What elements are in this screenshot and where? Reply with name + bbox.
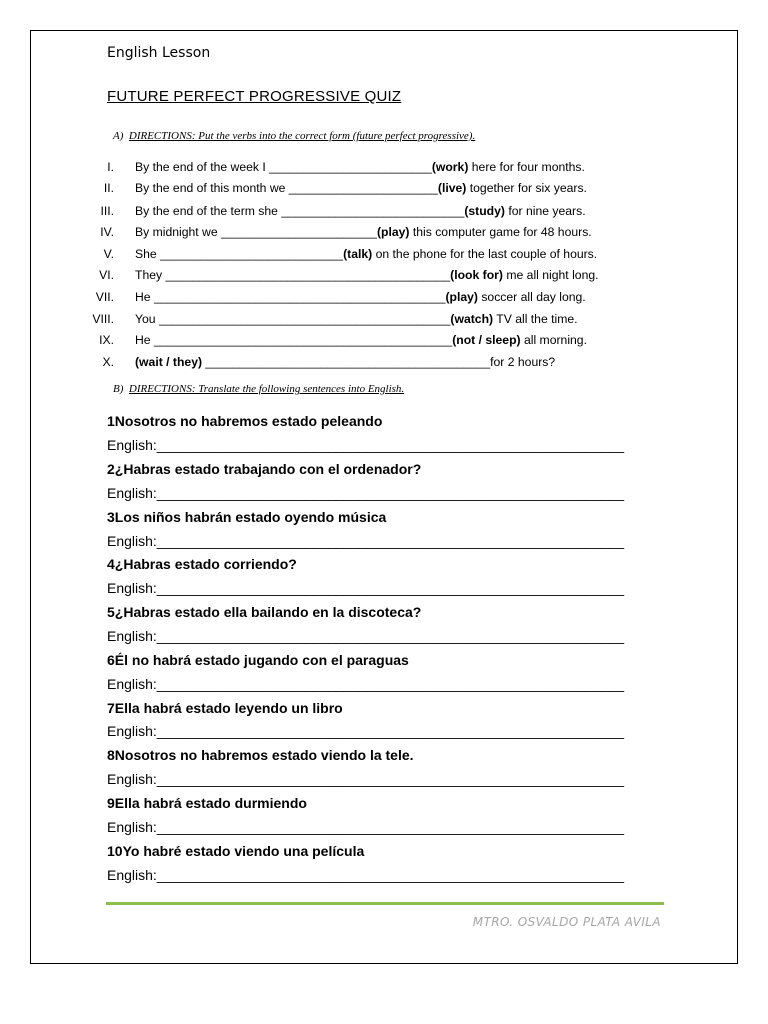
item-verb: (watch) <box>450 312 494 326</box>
item-number: II. <box>103 181 114 195</box>
item-number: VII. <box>95 290 114 304</box>
item-text-before: By the end of the week I ________________________ <box>135 160 432 174</box>
item-number: IX. <box>99 333 114 347</box>
item-text-after: __________________________________________for 2 hours? <box>202 355 556 369</box>
translation-prompt: 10Yo habré estado viendo una película <box>107 843 365 859</box>
item-text <box>135 225 592 239</box>
translation-answer-line[interactable]: English:____________________________________________________________ <box>107 819 624 835</box>
item-text-before: She ___________________________ <box>135 247 344 261</box>
item-text <box>135 355 555 369</box>
item-number: X. <box>102 355 114 369</box>
item-number: V. <box>103 247 114 261</box>
translation-answer-line[interactable]: English:____________________________________________________________ <box>107 533 624 549</box>
translation-prompt: 9Ella habrá estado durmiendo <box>107 795 307 811</box>
item-verb: (play) <box>376 225 410 239</box>
translation-answer-line[interactable]: English:____________________________________________________________ <box>107 628 624 644</box>
translation-answer-line[interactable]: English:____________________________________________________________ <box>107 723 624 739</box>
translation-prompt: 8Nosotros no habremos estado viendo la tele. <box>107 747 414 763</box>
item-number: VIII. <box>92 312 114 326</box>
translation-prompt: 4¿Habras estado corriendo? <box>107 556 297 572</box>
item-number: III. <box>100 204 114 218</box>
item-text <box>135 247 597 261</box>
author-footer: MTRO. OSVALDO PLATA AVILA <box>472 915 661 929</box>
exercise-item <box>0 181 768 201</box>
translation-answer-line[interactable]: English:____________________________________________________________ <box>107 676 624 692</box>
directions-b <box>113 383 404 395</box>
item-text <box>135 181 587 195</box>
exercise-item <box>0 160 768 180</box>
item-verb: (study) <box>464 204 505 218</box>
exercise-item <box>0 268 768 288</box>
translation-prompt: 3Los niños habrán estado oyendo música <box>107 509 387 525</box>
exercise-item <box>0 355 768 375</box>
item-text-after: on the phone for the last couple of hours. <box>372 247 598 261</box>
lesson-header: English Lesson <box>107 45 211 61</box>
item-verb: (work) <box>431 160 469 174</box>
item-number: IV. <box>100 225 114 239</box>
item-text-after: me all night long. <box>502 268 599 282</box>
item-text-before: They __________________________________________ <box>135 268 451 282</box>
item-text <box>135 333 587 347</box>
item-text-before: He ____________________________________________ <box>135 333 453 347</box>
item-text-before: By the end of this month we ______________________ <box>135 181 438 195</box>
item-number: VI. <box>99 268 114 282</box>
item-verb: (wait / they) <box>135 355 203 369</box>
translation-answer-line[interactable]: English:____________________________________________________________ <box>107 437 624 453</box>
section-letter: A) <box>113 130 124 142</box>
exercise-item <box>0 290 768 310</box>
item-text <box>135 204 586 218</box>
directions-text: DIRECTIONS: Put the verbs into the correct form (future perfect progressive). <box>128 130 476 142</box>
item-text-after: together for six years. <box>466 181 587 195</box>
item-text-before: By midnight we _______________________ <box>135 225 377 239</box>
translation-answer-line[interactable]: English:____________________________________________________________ <box>107 771 624 787</box>
translation-answer-line[interactable]: English:____________________________________________________________ <box>107 867 624 883</box>
exercise-item <box>0 333 768 353</box>
item-verb: (not / sleep) <box>452 333 521 347</box>
item-text-after: all morning. <box>520 333 587 347</box>
exercise-item <box>0 247 768 267</box>
item-text-before: He ___________________________________________ <box>135 290 446 304</box>
translation-prompt: 5¿Habras estado ella bailando en la discoteca? <box>107 604 422 620</box>
translation-prompt: 1Nosotros no habremos estado peleando <box>107 413 383 429</box>
item-verb: (play) <box>445 290 478 304</box>
item-text-after: for nine years. <box>504 204 586 218</box>
translation-answer-line[interactable]: English:____________________________________________________________ <box>107 580 624 596</box>
item-text-after: TV all the time. <box>493 312 578 326</box>
translation-answer-line[interactable]: English:____________________________________________________________ <box>107 485 624 501</box>
exercise-item <box>0 312 768 332</box>
item-text-after: here for four months. <box>468 160 585 174</box>
exercise-item <box>0 225 768 245</box>
translation-prompt: 7Ella habrá estado leyendo un libro <box>107 700 343 716</box>
item-verb: (look for) <box>450 268 503 282</box>
quiz-title: FUTURE PERFECT PROGRESSIVE QUIZ <box>107 88 402 105</box>
exercise-item <box>0 204 768 224</box>
item-verb: (talk) <box>343 247 373 261</box>
translation-prompt: 2¿Habras estado trabajando con el ordenador? <box>107 461 422 477</box>
item-text-after: this computer game for 48 hours. <box>409 225 592 239</box>
item-text <box>135 160 585 174</box>
item-verb: (live) <box>437 181 467 195</box>
footer-divider <box>106 902 664 905</box>
directions-a <box>113 130 475 142</box>
item-text-after: soccer all day long. <box>477 290 586 304</box>
item-number: I. <box>107 160 114 174</box>
item-text <box>135 312 578 326</box>
translation-prompt: 6Él no habrá estado jugando con el paraguas <box>107 652 409 668</box>
item-text-before: You ___________________________________________ <box>135 312 451 326</box>
item-text-before: By the end of the term she ___________________________ <box>135 204 465 218</box>
item-text <box>135 268 599 282</box>
section-letter: B) <box>113 383 124 395</box>
directions-text: DIRECTIONS: Translate the following sentences into English. <box>128 383 405 395</box>
item-text <box>135 290 586 304</box>
